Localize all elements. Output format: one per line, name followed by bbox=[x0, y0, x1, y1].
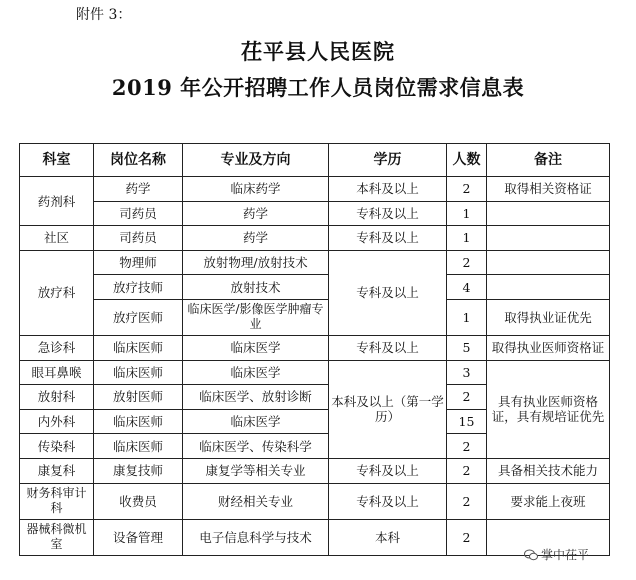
note-cell: 取得执业证优先 bbox=[487, 299, 610, 335]
education-cell: 本科及以上（第一学历） bbox=[329, 360, 447, 458]
note-cell: 具备相关技术能力 bbox=[487, 458, 610, 483]
dept-cell: 药剂科 bbox=[20, 177, 94, 226]
table-row bbox=[20, 360, 610, 385]
dept-cell: 急诊科 bbox=[20, 335, 94, 360]
education-cell: 专科及以上 bbox=[329, 483, 447, 519]
count-cell: 2 bbox=[447, 250, 487, 275]
note-cell: 取得执业医师资格证 bbox=[487, 335, 610, 360]
table-row bbox=[20, 483, 610, 519]
recruitment-table bbox=[19, 143, 610, 556]
table-row bbox=[20, 250, 610, 275]
table-row bbox=[20, 226, 610, 251]
dept-cell: 器械科微机室 bbox=[20, 519, 94, 555]
header-dept: 科室 bbox=[20, 144, 94, 177]
major-cell: 临床医学、传染科学 bbox=[183, 434, 329, 459]
education-cell: 专科及以上 bbox=[329, 335, 447, 360]
note-cell: 取得相关资格证 bbox=[487, 177, 610, 202]
table-row bbox=[20, 299, 610, 335]
major-cell: 康复学等相关专业 bbox=[183, 458, 329, 483]
post-cell: 收费员 bbox=[94, 483, 183, 519]
education-cell: 专科及以上 bbox=[329, 458, 447, 483]
count-cell: 4 bbox=[447, 275, 487, 300]
note-cell bbox=[487, 226, 610, 251]
post-cell: 临床医师 bbox=[94, 335, 183, 360]
dept-cell: 放疗科 bbox=[20, 250, 94, 335]
major-cell: 财经相关专业 bbox=[183, 483, 329, 519]
note-cell: 具有执业医师资格证，具有规培证优先 bbox=[487, 360, 610, 458]
table-header-row bbox=[20, 144, 610, 177]
count-cell: 5 bbox=[447, 335, 487, 360]
count-cell: 2 bbox=[447, 385, 487, 410]
post-cell: 临床医师 bbox=[94, 409, 183, 434]
education-cell: 专科及以上 bbox=[329, 250, 447, 335]
dept-cell: 内外科 bbox=[20, 409, 94, 434]
header-post: 岗位名称 bbox=[94, 144, 183, 177]
note-cell bbox=[487, 201, 610, 226]
major-cell: 电子信息科学与技术 bbox=[183, 519, 329, 555]
count-cell: 1 bbox=[447, 201, 487, 226]
document-subtitle: 2019 年公开招聘工作人员岗位需求信息表 bbox=[111, 75, 525, 100]
post-cell: 临床医师 bbox=[94, 360, 183, 385]
major-cell: 放射技术 bbox=[183, 275, 329, 300]
dept-cell: 社区 bbox=[20, 226, 94, 251]
header-major: 专业及方向 bbox=[183, 144, 329, 177]
dept-cell: 放射科 bbox=[20, 385, 94, 410]
table-row bbox=[20, 335, 610, 360]
major-cell: 临床医学、放射诊断 bbox=[183, 385, 329, 410]
post-cell: 物理师 bbox=[94, 250, 183, 275]
count-cell: 15 bbox=[447, 409, 487, 434]
post-cell: 司药员 bbox=[94, 201, 183, 226]
wechat-icon bbox=[524, 549, 538, 561]
major-cell: 临床医学 bbox=[183, 335, 329, 360]
table-row bbox=[20, 177, 610, 202]
table-row bbox=[20, 458, 610, 483]
post-cell: 放射医师 bbox=[94, 385, 183, 410]
watermark-text: 掌中茌平 bbox=[541, 548, 590, 562]
dept-cell: 财务科审计科 bbox=[20, 483, 94, 519]
major-cell: 临床药学 bbox=[183, 177, 329, 202]
note-cell: 要求能上夜班 bbox=[487, 483, 610, 519]
education-cell: 本科及以上 bbox=[329, 177, 447, 202]
note-cell bbox=[487, 275, 610, 300]
count-cell: 2 bbox=[447, 434, 487, 459]
major-cell: 临床医学 bbox=[183, 360, 329, 385]
dept-cell: 康复科 bbox=[20, 458, 94, 483]
major-cell: 药学 bbox=[183, 226, 329, 251]
education-cell: 本科 bbox=[329, 519, 447, 555]
count-cell: 2 bbox=[447, 458, 487, 483]
post-cell: 放疗技师 bbox=[94, 275, 183, 300]
major-cell: 临床医学/影像医学肿瘤专业 bbox=[183, 299, 329, 335]
header-count: 人数 bbox=[447, 144, 487, 177]
header-notes: 备注 bbox=[487, 144, 610, 177]
count-cell: 2 bbox=[447, 177, 487, 202]
post-cell: 设备管理 bbox=[94, 519, 183, 555]
major-cell: 药学 bbox=[183, 201, 329, 226]
attachment-label: 附件 3： bbox=[76, 7, 132, 23]
count-cell: 1 bbox=[447, 299, 487, 335]
count-cell: 3 bbox=[447, 360, 487, 385]
dept-cell: 传染科 bbox=[20, 434, 94, 459]
count-cell: 2 bbox=[447, 483, 487, 519]
note-cell bbox=[487, 250, 610, 275]
table-row bbox=[20, 201, 610, 226]
education-cell: 专科及以上 bbox=[329, 226, 447, 251]
dept-cell: 眼耳鼻喉 bbox=[20, 360, 94, 385]
major-cell: 临床医学 bbox=[183, 409, 329, 434]
count-cell: 1 bbox=[447, 226, 487, 251]
table-row bbox=[20, 519, 610, 555]
post-cell: 司药员 bbox=[94, 226, 183, 251]
table-row bbox=[20, 275, 610, 300]
post-cell: 药学 bbox=[94, 177, 183, 202]
education-cell: 专科及以上 bbox=[329, 201, 447, 226]
post-cell: 临床医师 bbox=[94, 434, 183, 459]
post-cell: 康复技师 bbox=[94, 458, 183, 483]
major-cell: 放射物理/放射技术 bbox=[183, 250, 329, 275]
post-cell: 放疗医师 bbox=[94, 299, 183, 335]
document-title: 茌平县人民医院 bbox=[241, 39, 395, 64]
header-education: 学历 bbox=[329, 144, 447, 177]
count-cell: 2 bbox=[447, 519, 487, 555]
watermark bbox=[524, 546, 589, 563]
